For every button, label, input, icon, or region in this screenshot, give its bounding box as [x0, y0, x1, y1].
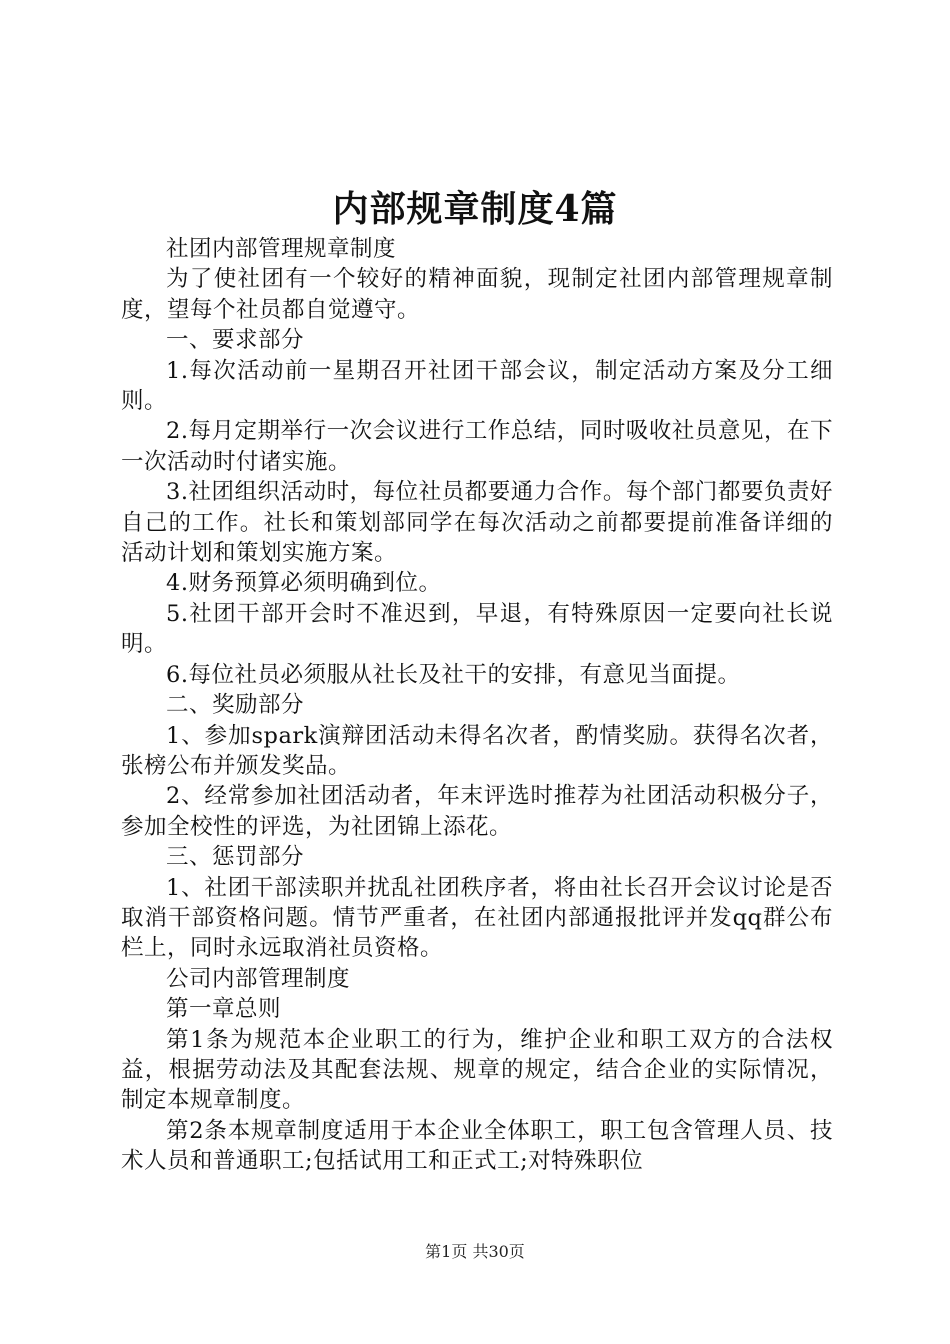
- paragraph: 1.每次活动前一星期召开社团干部会议，制定活动方案及分工细则。: [121, 357, 833, 415]
- paragraph: 1、参加spark演辩团活动未得名次者，酌情奖励。获得名次者，张榜公布并颁发奖品。: [121, 722, 833, 779]
- chapter-heading: 第一章总则: [166, 996, 282, 1023]
- section-heading: 一、要求部分: [166, 327, 305, 354]
- paragraph: 3.社团组织活动时，每位社员都要通力合作。每个部门都要负责好自己的工作。社长和策划部同学在每次活动之前都要提前准备详细的活动计划和策划实施方案。: [121, 479, 833, 567]
- paragraph: 第1条为规范本企业职工的行为，维护企业和职工双方的合法权益，根据劳动法及其配套法规、规章的规定，结合企业的实际情况，制定本规章制度。: [121, 1026, 833, 1114]
- section-heading: 公司内部管理制度: [166, 965, 351, 992]
- paragraph: 1、社团干部渎职并扰乱社团秩序者，将由社长召开会议讨论是否取消干部资格问题。情节严重者，在社团内部通报批评并发qq群公布栏上，同时永远取消社员资格。: [121, 874, 833, 962]
- paragraph: 4.财务预算必须明确到位。: [166, 570, 442, 597]
- paragraph: 社团内部管理规章制度: [166, 236, 397, 262]
- document-title: 内部规章制度4篇: [332, 188, 618, 230]
- paragraph: 6.每位社员必须服从社长及社干的安排，有意见当面提。: [166, 661, 741, 688]
- document-body: [121, 234, 833, 1177]
- page-number-footer: 第1页 共30页: [425, 1242, 525, 1261]
- paragraph: 第2条本规章制度适用于本企业全体职工，职工包含管理人员、技术人员和普通职工;包括试用工和正式工;对特殊职位: [121, 1117, 833, 1175]
- section-heading: 三、惩罚部分: [166, 844, 305, 871]
- paragraph: 5.社团干部开会时不准迟到，早退，有特殊原因一定要向社长说明。: [121, 600, 833, 658]
- section-heading: 二、奖励部分: [166, 692, 305, 719]
- paragraph: 2、经常参加社团活动者，年末评选时推荐为社团活动积极分子，参加全校性的评选，为社团锦上添花。: [121, 783, 833, 840]
- paragraph: 为了使社团有一个较好的精神面貌，现制定社团内部管理规章制度，望每个社员都自觉遵守。: [121, 266, 833, 323]
- paragraph: 2.每月定期举行一次会议进行工作总结，同时吸收社员意见，在下一次活动时付诸实施。: [121, 418, 833, 475]
